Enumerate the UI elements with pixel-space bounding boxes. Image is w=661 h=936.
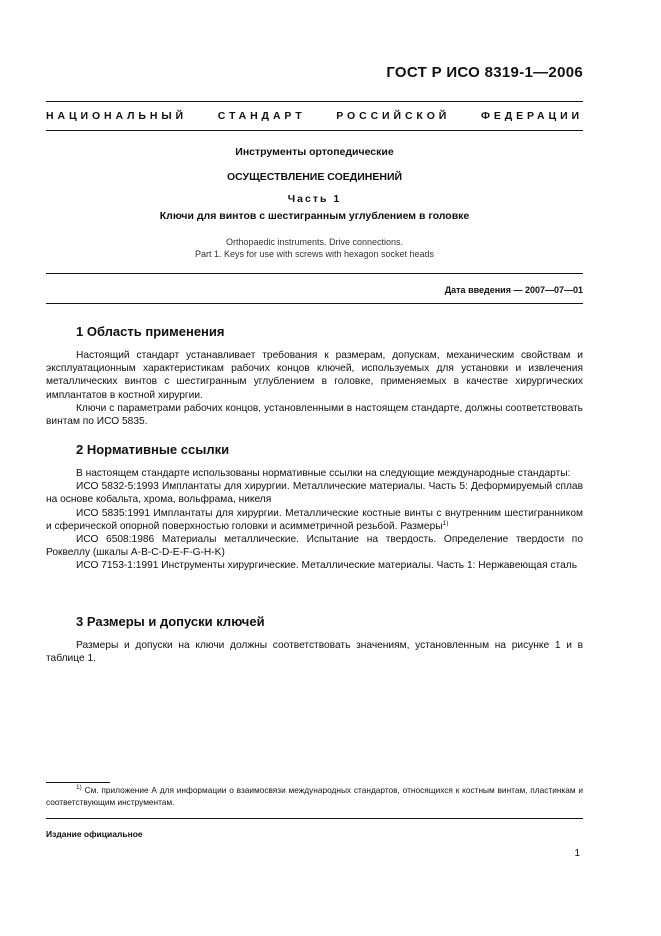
reference-iso-5835-text: ИСО 5835:1991 Имплантаты для хирургии. Металлические костные винты с внутренним шестигранником и сферической опорной поверхностью головки и асимметричной резьбой. Размеры xyxy=(46,507,583,532)
footnote-marker: 1) xyxy=(442,519,449,527)
section-2-intro: В настоящем стандарте использованы нормативные ссылки на следующие международные стандарты: xyxy=(76,468,571,479)
title-part: Часть 1 xyxy=(287,193,342,205)
footnote xyxy=(46,784,583,808)
section-1-body xyxy=(46,349,583,428)
top-rule xyxy=(46,101,583,102)
title-rule xyxy=(46,130,583,131)
introduction-date: Дата введения — 2007—07—01 xyxy=(444,285,583,295)
section-1-heading: 1 Область применения xyxy=(76,324,225,339)
section-2-heading: 2 Нормативные ссылки xyxy=(76,442,230,457)
section-3-body xyxy=(46,639,583,665)
section-1-paragraph-2: Ключи с параметрами рабочих концов, установленными в настоящем стандарте, должны соответствовать винтам по ИСО 5835. xyxy=(46,402,583,428)
section-3-paragraph-1: Размеры и допуски на ключи должны соответствовать значениям, установленным на рисунке 1 и в таблице 1. xyxy=(46,640,583,665)
english-title-line-2: Part 1. Keys for use with screws with hexagon socket heads xyxy=(194,249,435,259)
title-subtitle: Ключи для винтов с шестигранным углублением в головке xyxy=(159,210,470,222)
title-group: Инструменты ортопедические xyxy=(235,146,394,158)
section-2-body xyxy=(46,467,583,573)
date-bottom-rule xyxy=(46,303,583,304)
official-edition: Издание официальное xyxy=(46,829,143,839)
section-3-heading: 3 Размеры и допуски ключей xyxy=(76,614,265,629)
title-main: ОСУЩЕСТВЛЕНИЕ СОЕДИНЕНИЙ xyxy=(226,171,403,183)
footnote-text: См. приложение А для информации о взаимосвязи международных стандартов, относящихся к костным винтам, пластинкам и соответствующим инструментам. xyxy=(46,785,583,807)
section-1-paragraph-1: Настоящий стандарт устанавливает требования к размерам, допускам, механическим свойствам и эксплуатационным характеристикам рабочих концов ключей, используемых для установки и извлечения металлических винтов с шестигранным углублением в головке, применяемых в качестве хирургических имплантатов в костной хирургии. xyxy=(46,350,583,401)
reference-iso-6508: ИСО 6508:1986 Материалы металлические. Испытание на твердость. Определение твердости по Роквеллу (шкалы A-B-C-D-E-F-G-H-K) xyxy=(46,534,583,559)
english-title-line-1: Orthopaedic instruments. Drive connections. xyxy=(225,237,404,247)
footer-rule xyxy=(46,818,583,819)
footnote-separator xyxy=(46,782,110,783)
footnote-number: 1) xyxy=(76,784,82,791)
page-number: 1 xyxy=(574,848,580,859)
reference-iso-7153-1: ИСО 7153-1:1991 Инструменты хирургические. Металлические материалы. Часть 1: Нержавеющая сталь xyxy=(76,560,577,572)
reference-iso-5835 xyxy=(46,507,583,533)
date-top-rule xyxy=(46,273,583,274)
reference-iso-5832-5: ИСО 5832-5:1993 Имплантаты для хирургии. Металлические материалы. Часть 5: Деформируемый сплав на основе кобальта, хрома, вольфрама, никеля xyxy=(46,481,583,506)
standard-code: ГОСТ Р ИСО 8319-1—2006 xyxy=(386,64,583,81)
national-standard-line: НАЦИОНАЛЬНЫЙ СТАНДАРТ РОССИЙСКОЙ ФЕДЕРАЦИИ xyxy=(46,110,583,122)
